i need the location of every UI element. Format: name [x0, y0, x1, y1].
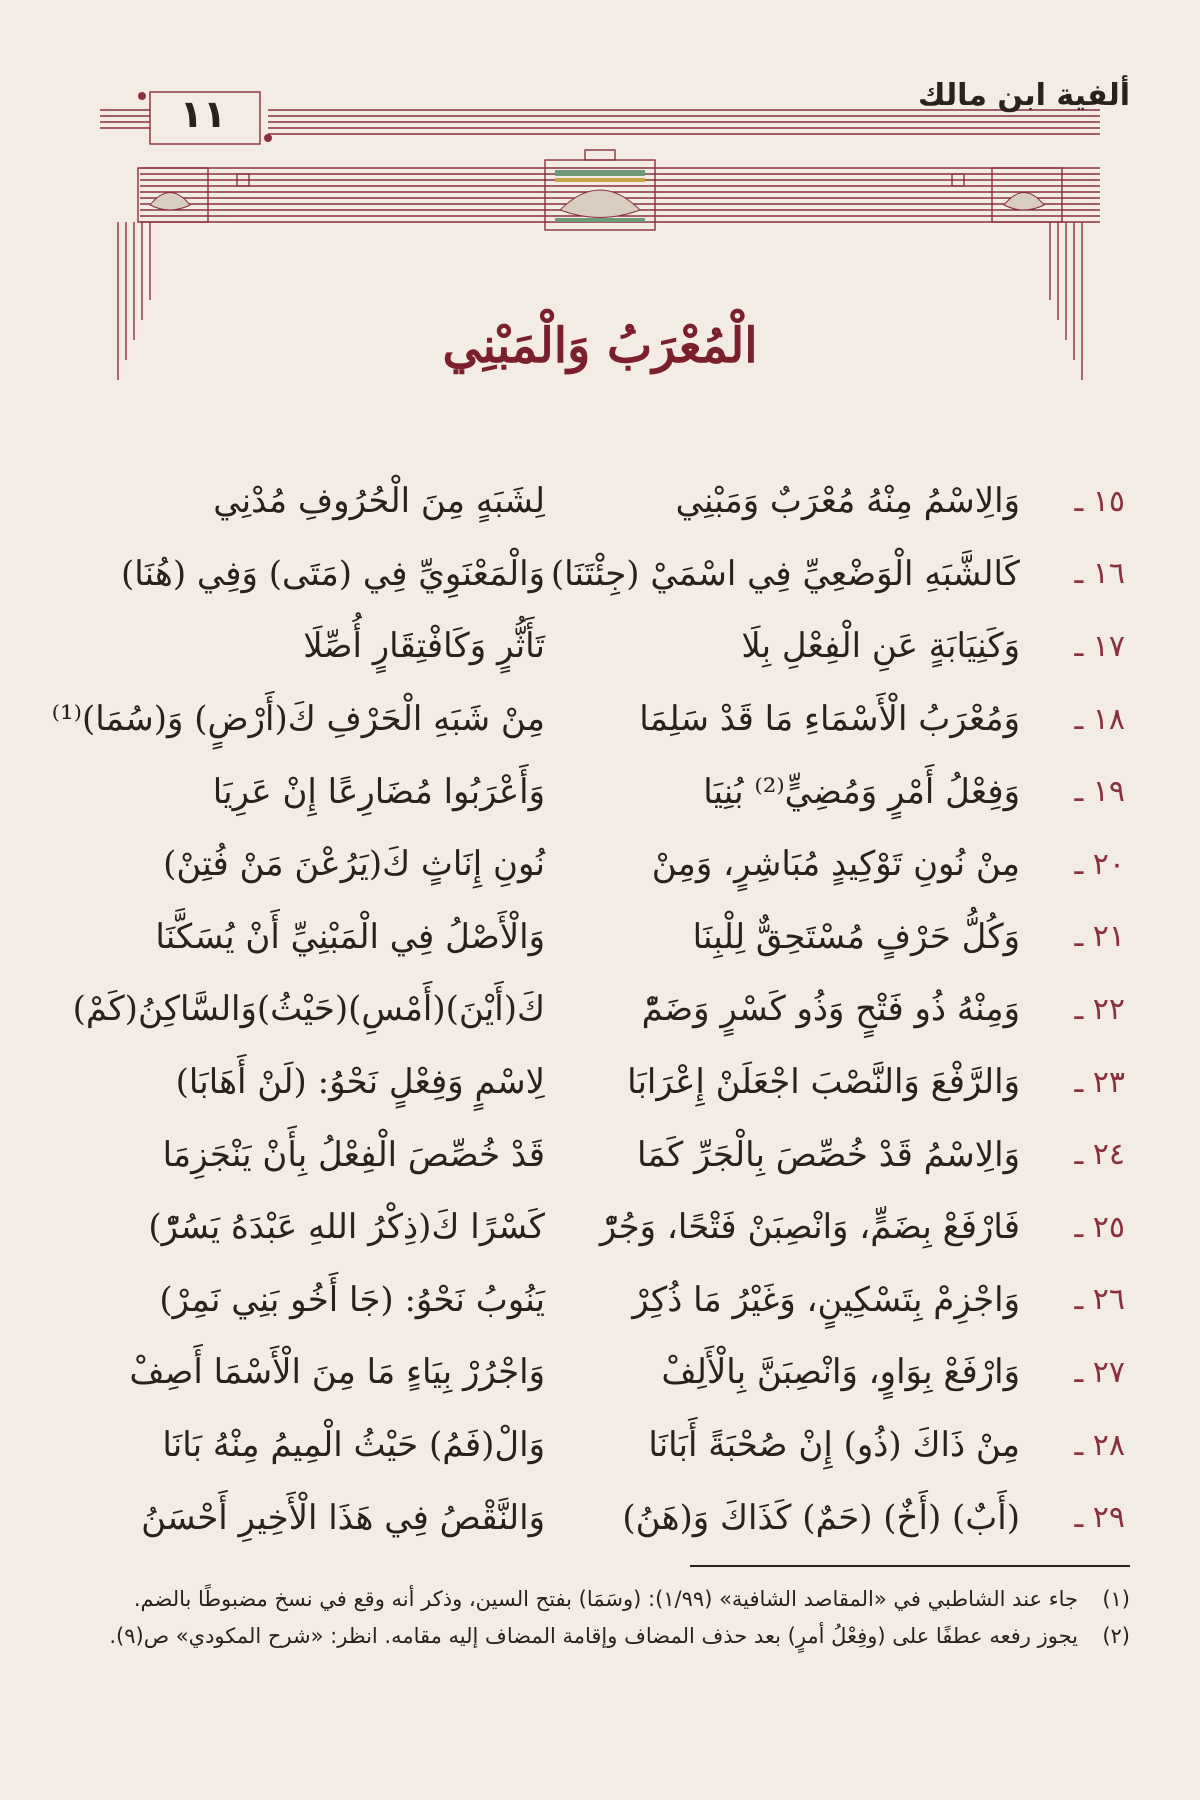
- verse-second-hemistich: قَدْ خُصِّصَ الْفِعْلُ بِأَنْ يَنْجَزِمَا: [162, 1134, 545, 1175]
- verse-number: ٢٦ ـ: [1074, 1282, 1125, 1318]
- verse-row: [95, 1336, 1125, 1409]
- verse-second-hemistich: وَالْ(فَمُ) حَيْثُ الْمِيمُ مِنْهُ بَانَا: [162, 1425, 545, 1466]
- verse-number: ٢١ ـ: [1074, 919, 1125, 955]
- verse-second-hemistich: وَالْمَعْنَوِيِّ فِي (مَتَى) وَفِي (هُنَا): [121, 553, 545, 594]
- verse-first-hemistich: فَارْفَعْ بِضَمٍّ، وَانْصِبَنْ فَتْحًا، وَجُرّْ: [599, 1207, 1020, 1248]
- verse-second-hemistich: وَاجْرُرْ بِيَاءٍ مَا مِنَ الْأَسْمَا أَصِفْ: [129, 1352, 545, 1393]
- verse-number: ١٥ ـ: [1074, 483, 1125, 519]
- verse-first-hemistich: مِنْ نُونِ تَوْكِيدٍ مُبَاشِرٍ، وَمِنْ: [651, 844, 1020, 885]
- verse-row: [95, 1191, 1125, 1264]
- verse-first-hemistich: وَمُعْرَبُ الْأَسْمَاءِ مَا قَدْ سَلِمَا: [639, 699, 1020, 740]
- verse-row: [95, 755, 1125, 828]
- verse-row: [95, 1264, 1125, 1337]
- verse-list: [51, 465, 1125, 1554]
- verse-first-hemistich: وَاجْزِمْ بِتَسْكِينٍ، وَغَيْرُ مَا ذُكِرْ: [632, 1279, 1020, 1320]
- verse-number: ٢٢ ـ: [1074, 991, 1125, 1027]
- verse-row: [72, 973, 1125, 1046]
- footnote-text: يجوز رفعه عطفًا على (وفِعْلُ أمرٍ) بعد حذف المضاف وإقامة المضاف إليه مقامه. انظر: «شرح المكودي» ص(٩).: [109, 1624, 1078, 1648]
- verse-number: ٢٤ ـ: [1074, 1137, 1125, 1173]
- verse-second-hemistich: وَالْأَصْلُ فِي الْمَبْنِيِّ أَنْ يُسَكَّنَا: [155, 916, 545, 957]
- verse-number: ١٦ ـ: [1074, 556, 1125, 592]
- verse-first-hemistich: وَارْفَعْ بِوَاوٍ، وَانْصِبَنَّ بِالْأَلِفْ: [661, 1352, 1020, 1393]
- verse-second-hemistich: لِشَبَهٍ مِنَ الْحُرُوفِ مُدْنِي: [213, 481, 545, 522]
- verse-first-hemistich: وَالرَّفْعَ وَالنَّصْبَ اجْعَلَنْ إِعْرَابَا: [627, 1062, 1020, 1103]
- verse-row: [95, 610, 1125, 683]
- verse-first-hemistich: وَكُلُّ حَرْفٍ مُسْتَحِقٌّ لِلْبِنَا: [692, 916, 1020, 957]
- verse-first-hemistich: كَالشَّبَهِ الْوَضْعِيِّ فِي اسْمَيْ (جِئْتَنَا): [550, 553, 1020, 594]
- verse-number: ٢٥ ـ: [1074, 1209, 1125, 1245]
- verse-second-hemistich: يَنُوبُ نَحْوُ: (جَا أَخُو بَنِي نَمِرْ): [159, 1279, 545, 1320]
- verse-number: ١٩ ـ: [1074, 774, 1125, 810]
- verse-first-hemistich: وَالِاسْمُ مِنْهُ مُعْرَبٌ وَمَبْنِي: [675, 481, 1020, 522]
- verse-number: ٢٣ ـ: [1074, 1064, 1125, 1100]
- verse-number: ١٨ ـ: [1074, 701, 1125, 737]
- verse-row: [95, 1409, 1125, 1482]
- verse-row: [95, 538, 1125, 611]
- verse-second-hemistich: وَأَعْرَبُوا مُضَارِعًا إِنْ عَرِيَا: [212, 771, 545, 812]
- verse-second-hemistich: وَالنَّقْصُ فِي هَذَا الْأَخِيرِ أَحْسَنُ: [141, 1497, 545, 1538]
- verse-first-hemistich: وَكَنِيَابَةٍ عَنِ الْفِعْلِ بِلَا: [741, 626, 1020, 667]
- verse-first-hemistich: وَفِعْلُ أَمْرٍ وَمُضِيٍّ⁽²⁾ بُنِيَا: [703, 771, 1020, 812]
- verse-number: ٢٧ ـ: [1074, 1354, 1125, 1390]
- verse-row: [95, 465, 1125, 538]
- running-head: ألفية ابن مالك: [917, 78, 1130, 113]
- footnote-separator: [690, 1565, 1130, 1567]
- footnote-item: [70, 1619, 1130, 1654]
- verse-row: [51, 683, 1125, 756]
- verse-number: ٢٠ ـ: [1074, 846, 1125, 882]
- verse-first-hemistich: (أَبٌ) (أَخٌ) (حَمٌ) كَذَاكَ وَ(هَنُ): [622, 1497, 1020, 1538]
- verse-second-hemistich: كَسْرًا كَ(ذِكْرُ اللهِ عَبْدَهُ يَسُرّْ): [148, 1207, 545, 1248]
- verse-row: [95, 1118, 1125, 1191]
- verse-row: [95, 1046, 1125, 1119]
- verse-row: [95, 901, 1125, 974]
- verse-first-hemistich: وَالِاسْمُ قَدْ خُصِّصَ بِالْجَرِّ كَمَا: [637, 1134, 1020, 1175]
- verse-second-hemistich: لِاسْمٍ وَفِعْلٍ نَحْوُ: (لَنْ أَهَابَا): [175, 1062, 545, 1103]
- verse-number: ١٧ ـ: [1074, 628, 1125, 664]
- verse-second-hemistich: مِنْ شَبَهِ الْحَرْفِ كَ(أَرْضٍ) وَ(سُمَا)⁽¹⁾: [51, 699, 545, 740]
- verse-second-hemistich: تَأَثُّرٍ وَكَافْتِقَارٍ أُصِّلَا: [303, 626, 545, 667]
- footnotes: [70, 1582, 1130, 1656]
- verse-first-hemistich: وَمِنْهُ ذُو فَتْحٍ وَذُو كَسْرٍ وَضَمّْ: [641, 989, 1020, 1030]
- verse-first-hemistich: مِنْ ذَاكَ (ذُو) إِنْ صُحْبَةً أَبَانَا: [648, 1425, 1020, 1466]
- chapter-title: الْمُعْرَبُ وَالْمَبْنِي: [442, 318, 758, 374]
- verse-row: [95, 828, 1125, 901]
- verse-row: [95, 1481, 1125, 1554]
- verse-second-hemistich: كَ(أَيْنَ)(أَمْسِ)(حَيْثُ)وَالسَّاكِنُ(كَمْ): [72, 989, 545, 1030]
- footnote-marker: (٢): [1102, 1624, 1130, 1648]
- verse-number: ٢٨ ـ: [1074, 1427, 1125, 1463]
- footnote-item: [70, 1582, 1130, 1617]
- footnote-marker: (١): [1102, 1587, 1130, 1611]
- page-number: ١١: [179, 92, 227, 136]
- footnote-text: جاء عند الشاطبي في «المقاصد الشافية» (١/٩٩): (وسَمَا) بفتح السين، وذكر أنه وقع في نسخ مضبوطًا بالضم.: [133, 1587, 1078, 1611]
- verse-number: ٢٩ ـ: [1074, 1500, 1125, 1536]
- verse-second-hemistich: نُونِ إِنَاثٍ كَ(يَرُعْنَ مَنْ فُتِنْ): [163, 844, 545, 885]
